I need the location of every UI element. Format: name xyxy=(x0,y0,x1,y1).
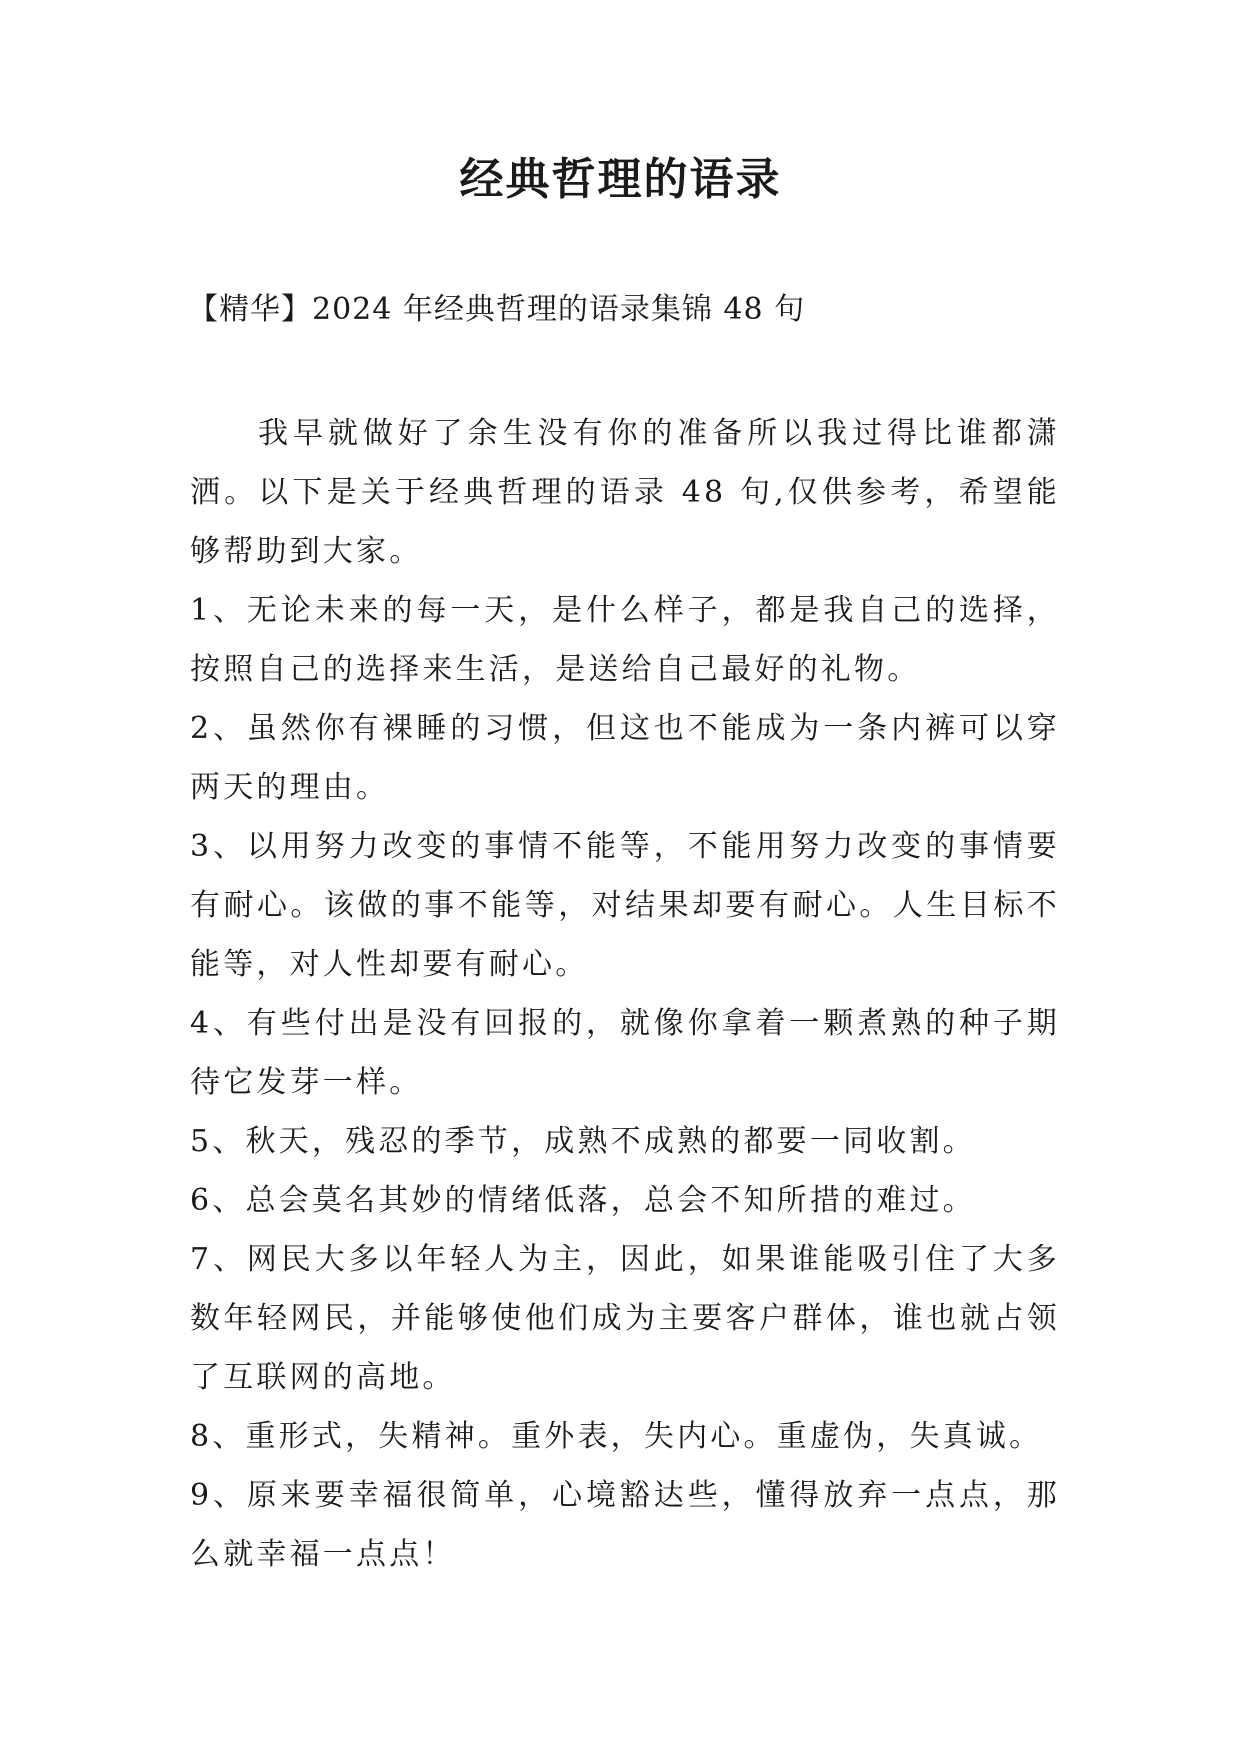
quote-item: 3、以用努力改变的事情不能等，不能用努力改变的事情要有耐心。该做的事不能等，对结果却要有耐心。人生目标不能等，对人性却要有耐心。 xyxy=(190,829,1060,982)
quote-item: 2、虽然你有裸睡的习惯，但这也不能成为一条内裤可以穿两天的理由。 xyxy=(190,711,1060,805)
document-body xyxy=(190,404,1060,1584)
quote-item: 6、总会莫名其妙的情绪低落，总会不知所措的难过。 xyxy=(190,1183,976,1218)
quote-item: 1、无论未来的每一天，是什么样子，都是我自己的选择，按照自己的选择来生活，是送给自己最好的礼物。 xyxy=(190,593,1060,687)
quote-item: 5、秋天，残忍的季节，成熟不成熟的都要一同收割。 xyxy=(190,1124,976,1159)
page-title: 经典哲理的语录 xyxy=(459,154,782,205)
quote-item: 4、有些付出是没有回报的，就像你拿着一颗煮熟的种子期待它发芽一样。 xyxy=(190,1006,1060,1100)
document-subtitle: 【精华】2024 年经典哲理的语录集锦 48 句 xyxy=(188,292,806,327)
quote-item: 9、原来要幸福很简单，心境豁达些，懂得放弃一点点，那么就幸福一点点！ xyxy=(190,1478,1060,1572)
quote-item: 7、网民大多以年轻人为主，因此，如果谁能吸引住了大多数年轻网民，并能够使他们成为主要客户群体，谁也就占领了互联网的高地。 xyxy=(190,1242,1060,1395)
intro-paragraph: 我早就做好了余生没有你的准备所以我过得比谁都潇洒。以下是关于经典哲理的语录 48 句,仅供参考，希望能够帮助到大家。 xyxy=(190,416,1060,569)
quote-item: 8、重形式，失精神。重外表，失内心。重虚伪，失真诚。 xyxy=(190,1419,1043,1454)
